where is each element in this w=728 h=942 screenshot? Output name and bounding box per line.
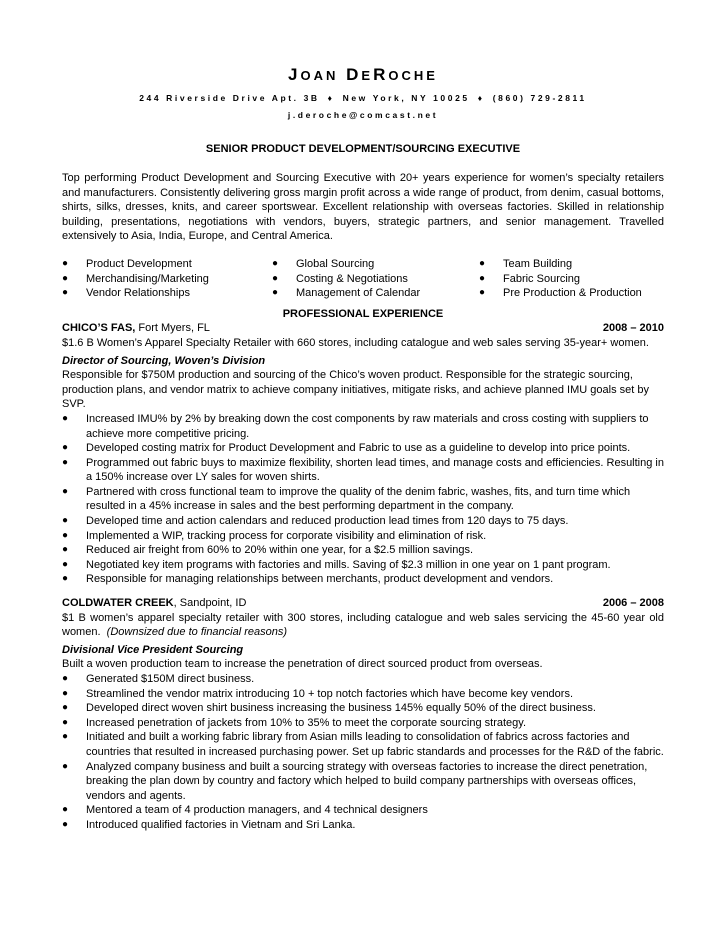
bullet-icon: ● bbox=[62, 529, 69, 541]
bullet-icon: ● bbox=[62, 257, 69, 269]
achievement-item bbox=[62, 572, 664, 587]
bullet-icon: ● bbox=[62, 731, 69, 743]
name-initial: J bbox=[288, 65, 301, 84]
skill-item bbox=[62, 286, 272, 301]
address: 244 Riverside Drive Apt. 3B bbox=[139, 93, 320, 103]
description-text: $1 B women’s apparel specialty retailer with 300 stores, including catalogue and web sales servicing the 45-60 year old women. bbox=[62, 611, 664, 639]
bullet-icon: ● bbox=[479, 257, 486, 269]
employer bbox=[62, 321, 210, 336]
skill-label: Merchandising/Marketing bbox=[86, 272, 209, 285]
achievement-item bbox=[62, 730, 664, 759]
achievement-list bbox=[62, 672, 664, 833]
achievement-item bbox=[62, 672, 664, 687]
diamond-separator-icon: ♦ bbox=[327, 93, 335, 103]
city: New York, NY 10025 bbox=[342, 93, 470, 103]
achievement-text: Mentored a team of 4 production managers, and 4 technical designers bbox=[86, 804, 428, 817]
company-name: COLDWATER CREEK bbox=[62, 597, 174, 610]
skill-label: Global Sourcing bbox=[296, 257, 375, 270]
bullet-icon: ● bbox=[62, 412, 69, 424]
skill-label: Pre Production & Production bbox=[503, 287, 642, 300]
bullet-icon: ● bbox=[62, 818, 69, 830]
phone: (860) 729-2811 bbox=[492, 93, 587, 103]
achievement-item bbox=[62, 701, 664, 716]
achievement-item bbox=[62, 485, 664, 514]
achievement-text: Programmed out fabric buys to maximize flexibility, shorten lead times, and manage costs and efficiencies. Resulting in a 150% increase over LY sales for woven shirts. bbox=[86, 456, 664, 484]
skill-item bbox=[272, 272, 479, 287]
downsize-note: (Downsized due to financial reasons) bbox=[106, 626, 288, 639]
skill-label: Fabric Sourcing bbox=[503, 272, 581, 285]
achievement-text: Developed costing matrix for Product Development and Fabric to use as a guideline to develop into price points. bbox=[86, 442, 631, 455]
achievement-text: Developed direct woven shirt business increasing the business 145% equally 50% of the direct business. bbox=[86, 702, 596, 715]
skill-item bbox=[479, 286, 664, 301]
achievement-text: Implemented a WIP, tracking process for corporate visibility and elimination of risk. bbox=[86, 529, 487, 542]
bullet-icon: ● bbox=[479, 272, 486, 284]
achievement-item bbox=[62, 514, 664, 529]
achievement-text: Developed time and action calendars and reduced production lead times from 120 days to 75 days. bbox=[86, 515, 569, 528]
job-header bbox=[62, 321, 664, 336]
employer bbox=[62, 596, 246, 611]
achievement-item bbox=[62, 543, 664, 558]
achievement-text: Generated $150M direct business. bbox=[86, 673, 255, 685]
experience-heading: PROFESSIONAL EXPERIENCE bbox=[282, 307, 444, 320]
bullet-icon: ● bbox=[62, 272, 69, 284]
company-description bbox=[62, 611, 664, 640]
bullet-icon: ● bbox=[62, 287, 69, 299]
job-title: Director of Sourcing, Woven’s Division bbox=[62, 354, 266, 367]
achievement-item bbox=[62, 803, 664, 818]
bullet-icon: ● bbox=[272, 287, 279, 299]
surname-capital: R bbox=[373, 65, 389, 84]
bullet-icon: ● bbox=[272, 257, 279, 269]
skill-label: Team Building bbox=[503, 257, 573, 270]
bullet-icon: ● bbox=[62, 544, 69, 556]
achievement-item bbox=[62, 529, 664, 544]
achievement-item bbox=[62, 558, 664, 573]
surname-rest: OCHE bbox=[388, 68, 438, 83]
achievement-text: Introduced qualified factories in Vietnam and Sri Lanka. bbox=[86, 818, 356, 831]
bullet-icon: ● bbox=[479, 287, 486, 299]
skills-column bbox=[272, 257, 479, 301]
surname-initial: D bbox=[346, 65, 362, 84]
job-entry bbox=[62, 321, 664, 587]
bullet-icon: ● bbox=[62, 485, 69, 497]
bullet-icon: ● bbox=[62, 573, 69, 585]
bullet-icon: ● bbox=[272, 272, 279, 284]
summary: Top performing Product Development and Sourcing Executive with 20+ years experience for women’s specialty retailers and manufacturers. Consistently delivering gross margin profit across a wide range of product, from denim, casual bottoms, shirts, silks, dresses, knits, and career sportswear. Excellent relationship with overseas factories. Skilled in relationship building, presentations, negotiations with vendors, buyers, strategic partners, and senior management. Travelled extensively to Asia, India, Europe, and Central America. bbox=[62, 172, 664, 243]
achievement-text: Initiated and built a working fabric library from Asian mills leading to consolidation of fabrics across factories and countries that resulted in increased purchasing power. Set up fabric standards and processes for the R&D of the fabric. bbox=[86, 731, 664, 758]
job-intro: Responsible for $750M production and sourcing of the Chico’s woven product. Responsible for the strategic sourcing, production plans, and vendor matrix to achieve company initiatives, mitigate risks, and achieve planned IMU goals set by SVP. bbox=[62, 369, 649, 411]
skill-label: Management of Calendar bbox=[296, 287, 421, 300]
skill-label: Vendor Relationships bbox=[86, 287, 190, 300]
achievement-list bbox=[62, 412, 664, 587]
achievement-item bbox=[62, 412, 664, 441]
skills-column bbox=[479, 257, 664, 301]
skill-item bbox=[62, 257, 272, 272]
skill-label: Product Development bbox=[86, 257, 192, 270]
bullet-icon: ● bbox=[62, 760, 69, 772]
job-entry bbox=[62, 596, 664, 833]
bullet-icon: ● bbox=[62, 456, 69, 468]
job-location: Fort Myers, FL bbox=[135, 322, 210, 335]
achievement-text: Responsible for managing relationships between merchants, product development and vendors. bbox=[86, 573, 554, 586]
bullet-icon: ● bbox=[62, 673, 69, 684]
skill-item bbox=[479, 257, 664, 272]
achievement-item bbox=[62, 441, 664, 456]
company-description: $1.6 B Women’s Apparel Specialty Retailer with 660 stores, including catalogue and web sales serving 35-year+ women. bbox=[62, 336, 649, 349]
surname-mid: E bbox=[361, 68, 374, 83]
job-dates: 2006 – 2008 bbox=[602, 597, 664, 610]
job-title: Divisional Vice President Sourcing bbox=[62, 643, 244, 656]
email-link[interactable]: j.deroche@comcast.net bbox=[287, 110, 439, 120]
bullet-icon: ● bbox=[62, 687, 69, 699]
bullet-icon: ● bbox=[62, 442, 69, 454]
company-name: CHICO’S FAS, bbox=[62, 322, 136, 335]
job-intro: Built a woven production team to increase the penetration of direct sourced product from overseas. bbox=[62, 658, 543, 671]
contact-line bbox=[62, 91, 664, 105]
diamond-separator-icon: ♦ bbox=[477, 93, 485, 103]
achievement-text: Increased penetration of jackets from 10% to 35% to meet the corporate sourcing strategy. bbox=[86, 716, 527, 729]
achievement-text: Increased IMU% by 2% by breaking down the cost components by raw materials and cross costing with suppliers to achieve more competitive pricing. bbox=[86, 412, 649, 440]
bullet-icon: ● bbox=[62, 804, 69, 816]
skills-grid bbox=[62, 257, 664, 301]
achievement-item bbox=[62, 760, 664, 804]
headline: SENIOR PRODUCT DEVELOPMENT/SOURCING EXECUTIVE bbox=[205, 143, 521, 155]
achievement-text: Partnered with cross functional team to improve the quality of the denim fabric, washes, fits, and turn time which resulted in a 45% increase in sales and the best performing department in the company. bbox=[86, 485, 631, 513]
job-location: , Sandpoint, ID bbox=[173, 597, 247, 610]
resume-page bbox=[62, 64, 664, 833]
achievement-text: Streamlined the vendor matrix introducing 10 + top notch factories which have become key vendors. bbox=[86, 687, 574, 700]
skills-column bbox=[62, 257, 272, 301]
bullet-icon: ● bbox=[62, 702, 69, 714]
skill-label: Costing & Negotiations bbox=[296, 272, 408, 285]
bullet-icon: ● bbox=[62, 515, 69, 527]
bullet-icon: ● bbox=[62, 716, 69, 728]
job-header bbox=[62, 596, 664, 611]
skill-item bbox=[479, 272, 664, 287]
achievement-item bbox=[62, 687, 664, 702]
achievement-item bbox=[62, 456, 664, 485]
achievement-text: Reduced air freight from 60% to 20% within one year, for a $2.5 million savings. bbox=[86, 544, 474, 557]
candidate-name bbox=[62, 64, 664, 87]
job-dates: 2008 – 2010 bbox=[602, 322, 664, 335]
achievement-item bbox=[62, 818, 664, 833]
bullet-icon: ● bbox=[62, 558, 69, 570]
skill-item bbox=[272, 257, 479, 272]
achievement-item bbox=[62, 716, 664, 731]
skill-item bbox=[272, 286, 479, 301]
achievement-text: Negotiated key item programs with factories and mills. Saving of $2.3 million in one year on 1 pant program. bbox=[86, 558, 611, 571]
name-first-rest: OAN bbox=[300, 68, 339, 83]
skill-item bbox=[62, 272, 272, 287]
achievement-text: Analyzed company business and built a sourcing strategy with overseas factories to increase the direct penetration, breaking the plan down by country and factory which helped to build company partnerships with overseas offices, vendors and agents. bbox=[86, 760, 648, 802]
